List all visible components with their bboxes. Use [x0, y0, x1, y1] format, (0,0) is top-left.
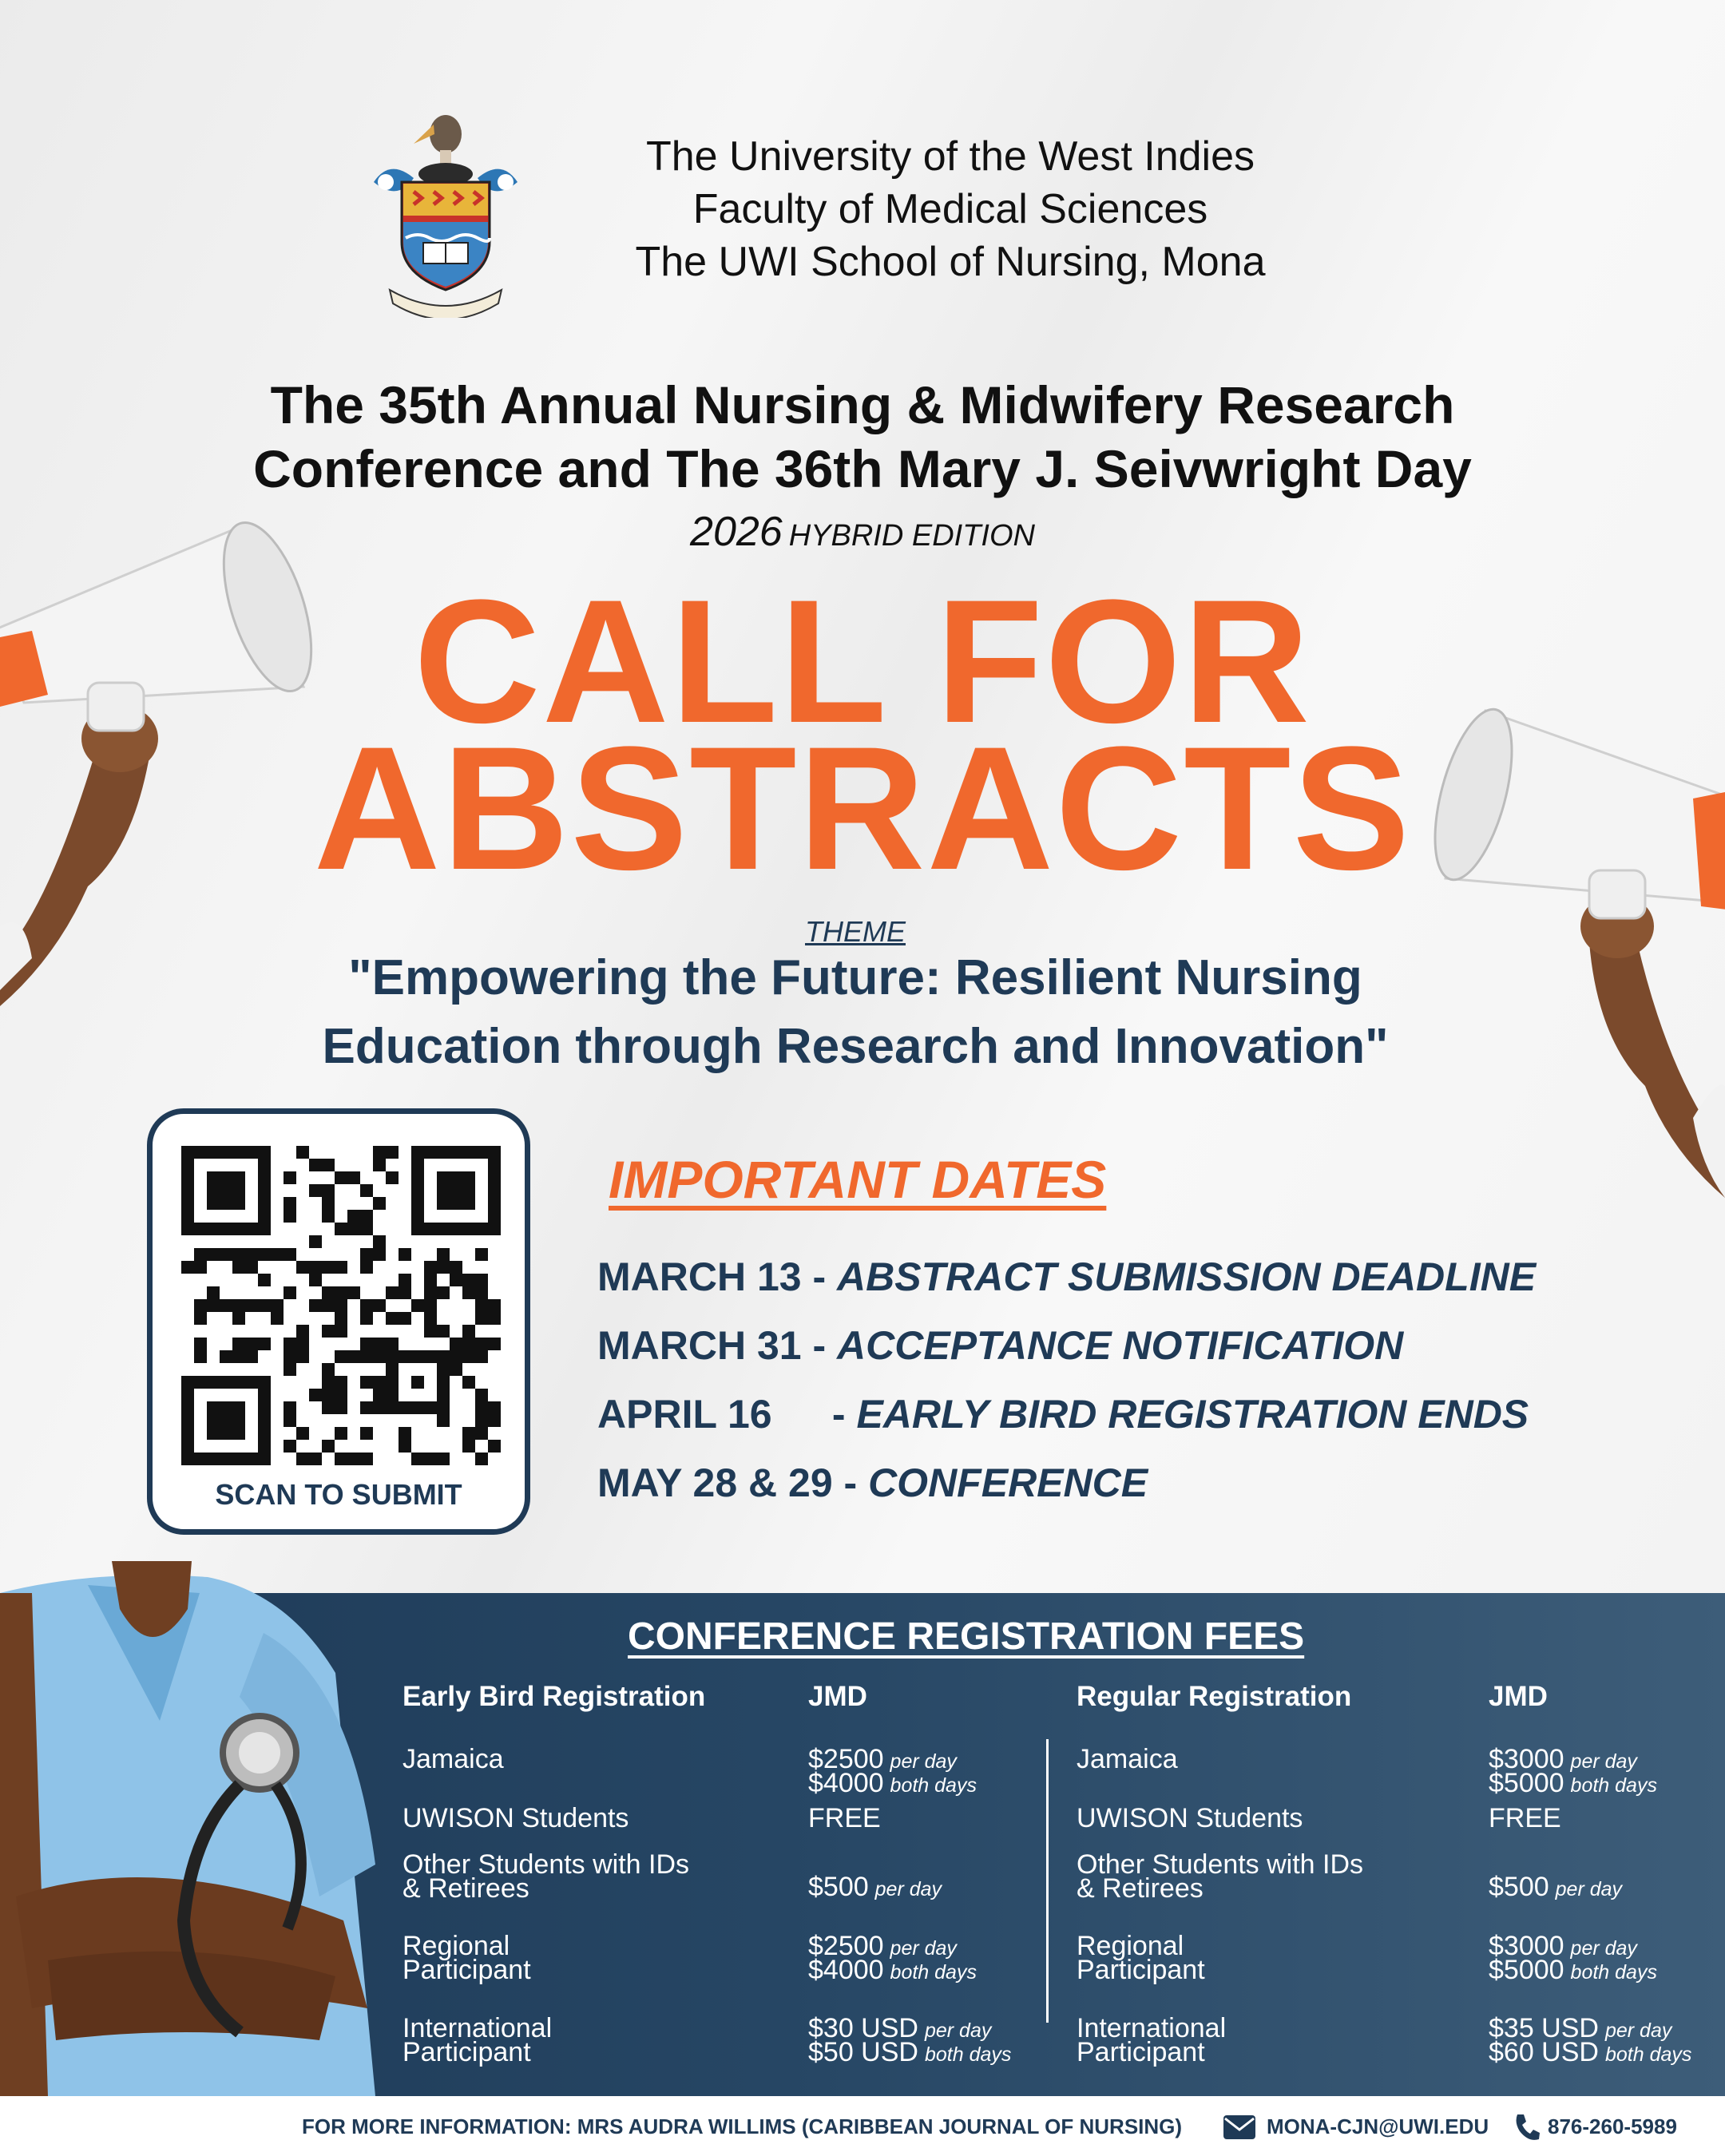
footer-phone[interactable]: 876-260-5989 [1548, 2114, 1677, 2138]
fee-unit: per day [1570, 1750, 1637, 1773]
fee-amount: $30 USD [808, 2013, 918, 2043]
fee-amount: $4000 [808, 1955, 884, 1985]
fee-unit: both days [1570, 1961, 1657, 1984]
fee-category: Jamaica [402, 1744, 504, 1774]
fee-amount: $50 USD [808, 2037, 918, 2067]
fee-category: International [402, 2013, 553, 2043]
nurse-with-stethoscope-image [0, 1561, 415, 2096]
date-row [597, 1392, 1529, 1437]
uwi-crest-logo [358, 102, 533, 318]
early-currency-heading: JMD [808, 1681, 867, 1712]
faculty-name: Faculty of Medical Sciences [692, 186, 1208, 232]
date-value: MARCH 31 [597, 1323, 802, 1368]
fee-amount: $3000 [1489, 1744, 1564, 1774]
fee-category: Regional [1077, 1931, 1184, 1961]
fee-category-cont: & Retirees [402, 1873, 529, 1904]
fees-title: CONFERENCE REGISTRATION FEES [628, 1615, 1305, 1658]
fee-unit: per day [874, 1878, 942, 1900]
fee-amount: $500 [1489, 1872, 1549, 1902]
date-value: MARCH 13 [597, 1254, 802, 1299]
fee-row-2 [808, 2037, 1012, 2067]
date-row [597, 1460, 1148, 1505]
date-separator: - [832, 1460, 869, 1505]
edition-label: HYBRID EDITION [788, 519, 1035, 553]
fee-amount: $60 USD [1489, 2037, 1599, 2067]
regular-registration-heading: Regular Registration [1077, 1681, 1352, 1712]
fee-unit: per day [890, 1937, 957, 1960]
footer-info: FOR MORE INFORMATION: MRS AUDRA WILLIMS (CARIBBEAN JOURNAL OF NURSING) [302, 2114, 1183, 2138]
date-event: ABSTRACT SUBMISSION DEADLINE [837, 1254, 1537, 1299]
date-event: CONFERENCE [868, 1460, 1148, 1505]
fee-amount: $35 USD [1489, 2013, 1599, 2043]
school-name: The UWI School of Nursing, Mona [635, 239, 1266, 285]
fee-amount: $500 [808, 1872, 869, 1902]
fee-amount: $4000 [808, 1768, 884, 1798]
fee-category-cont: Participant [1077, 1955, 1205, 1985]
fee-amount: $2500 [808, 1744, 884, 1774]
fee-row-2 [1489, 2037, 1692, 2067]
fee-unit: per day [1555, 1878, 1623, 1900]
early-registration-heading: Early Bird Registration [402, 1681, 706, 1712]
fee-row-1 [1489, 1872, 1623, 1902]
fee-category: Other Students with IDs [1077, 1849, 1364, 1880]
fee-unit: both days [890, 1774, 977, 1797]
fee-category: UWISON Students [402, 1803, 629, 1833]
fee-row-2 [808, 1768, 977, 1798]
fee-unit: both days [1570, 1774, 1657, 1797]
qr-caption: SCAN TO SUBMIT [215, 1478, 462, 1511]
fee-unit: per day [1570, 1937, 1637, 1960]
conference-title-line1: The 35th Annual Nursing & Midwifery Research [270, 375, 1455, 434]
date-value: MAY 28 & 29 [597, 1460, 833, 1505]
fee-category: Regional [402, 1931, 510, 1961]
date-event: EARLY BIRD REGISTRATION ENDS [856, 1392, 1529, 1437]
fee-amount: $3000 [1489, 1931, 1564, 1961]
date-event: ACCEPTANCE NOTIFICATION [837, 1323, 1404, 1368]
important-dates-heading: IMPORTANT DATES [609, 1150, 1107, 1209]
fee-row-2 [808, 1955, 977, 1985]
date-separator: - [801, 1323, 838, 1368]
fee-category: UWISON Students [1077, 1803, 1303, 1833]
conference-year: 2026 [690, 509, 783, 555]
fee-category-cont: Participant [1077, 2037, 1205, 2067]
date-separator: - [801, 1254, 838, 1299]
regular-currency-heading: JMD [1489, 1681, 1548, 1712]
fee-unit: both days [1604, 2043, 1692, 2066]
headline-abstracts: ABSTRACTS [313, 710, 1412, 906]
university-name: The University of the West Indies [645, 133, 1255, 180]
headline-call-for: CALL FOR [413, 563, 1312, 759]
fee-unit: per day [924, 2019, 992, 2042]
theme-text-line1: "Empowering the Future: Resilient Nursing [348, 950, 1362, 1005]
theme-label: THEME [805, 915, 906, 948]
fee-row-2 [1489, 1955, 1657, 1985]
theme-text-line2: Education through Research and Innovation" [322, 1019, 1389, 1074]
footer-bar [0, 2096, 1725, 2156]
fee-unit: per day [1604, 2019, 1672, 2042]
fee-unit: both days [890, 1961, 977, 1984]
fee-category: Other Students with IDs [402, 1849, 690, 1880]
fee-row-2 [1489, 1768, 1657, 1798]
fee-amount: $5000 [1489, 1955, 1564, 1985]
date-value: APRIL 16 [597, 1392, 772, 1437]
fee-unit: per day [890, 1750, 957, 1773]
conference-title-line2: Conference and The 36th Mary J. Seivwright Day [253, 439, 1472, 498]
fees-column-divider [1046, 1739, 1049, 2023]
fee-category: Jamaica [1077, 1744, 1178, 1774]
fee-category-cont: Participant [402, 2037, 531, 2067]
fee-category-cont: Participant [402, 1955, 531, 1985]
footer-email[interactable]: MONA-CJN@UWI.EDU [1267, 2114, 1489, 2138]
email-icon [1222, 2114, 1257, 2141]
fee-category: International [1077, 2013, 1227, 2043]
fee-amount: $2500 [808, 1931, 884, 1961]
fee-row-1 [1489, 1803, 1568, 1833]
fee-row-1 [808, 1872, 942, 1902]
fee-category-cont: & Retirees [1077, 1873, 1204, 1904]
date-row [597, 1254, 1537, 1299]
phone-icon [1513, 2112, 1541, 2142]
fee-amount: $5000 [1489, 1768, 1564, 1798]
fee-amount: FREE [808, 1803, 881, 1833]
qr-code-icon[interactable] [181, 1146, 501, 1465]
date-separator: - [821, 1392, 857, 1437]
qr-submit-box[interactable] [147, 1108, 530, 1535]
fee-row-1 [808, 1803, 887, 1833]
fee-unit: both days [924, 2043, 1012, 2066]
date-row [597, 1323, 1404, 1368]
fee-amount: FREE [1489, 1803, 1561, 1833]
